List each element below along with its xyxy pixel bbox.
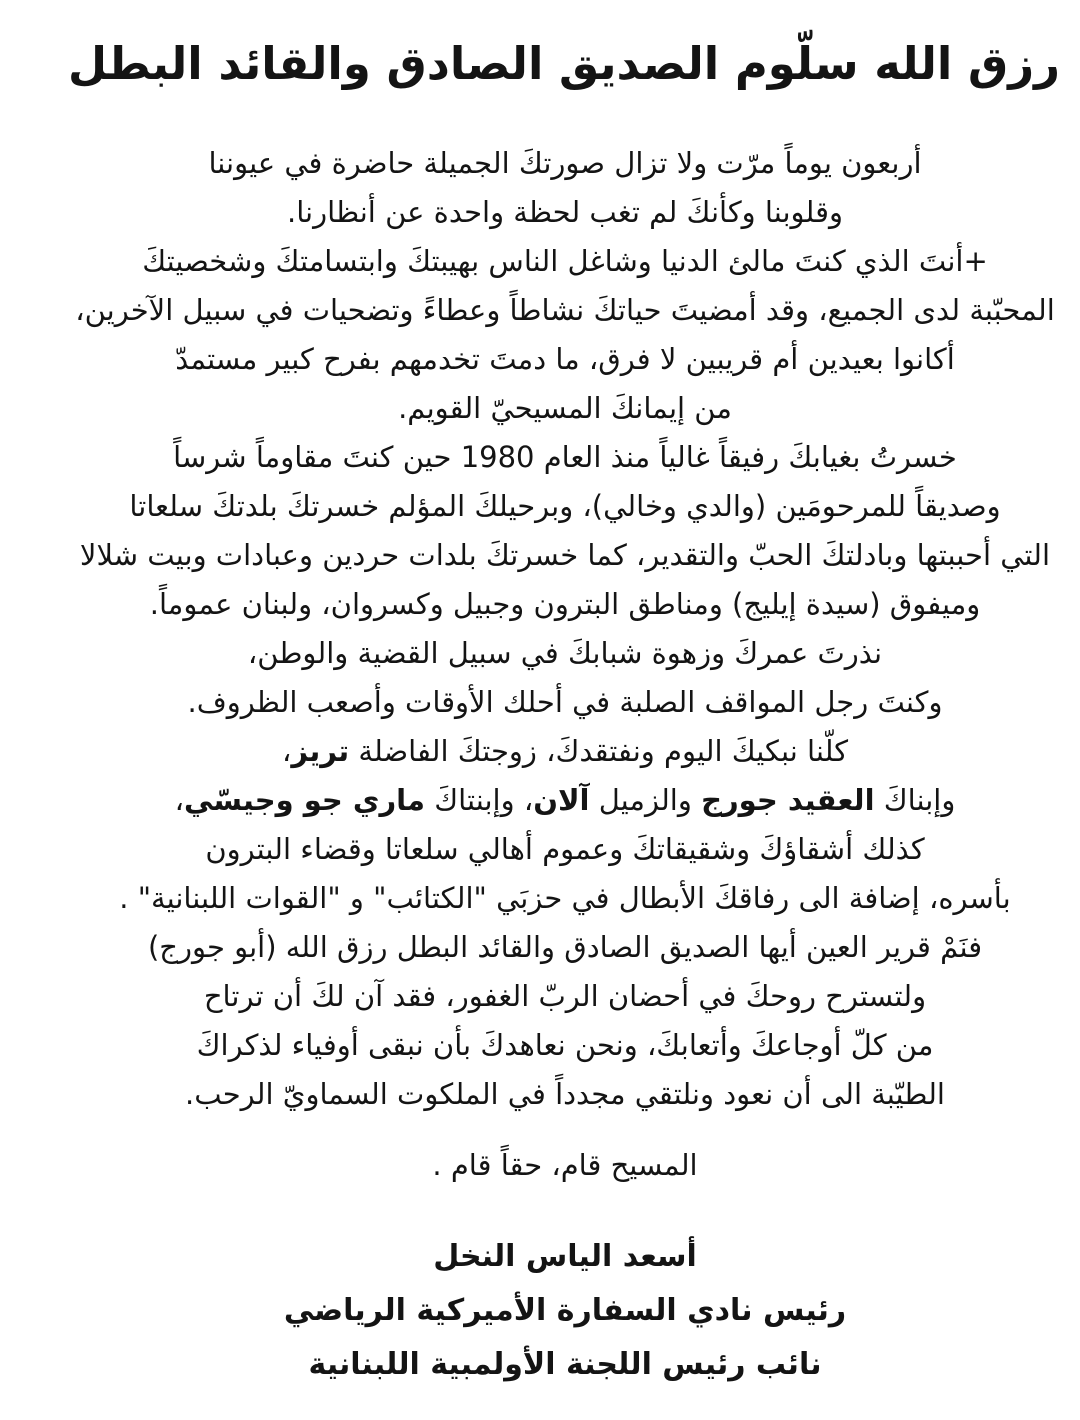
body-line	[70, 482, 1060, 531]
body-line	[70, 727, 1060, 776]
body-line	[70, 286, 1060, 335]
body-line	[70, 825, 1060, 874]
body-line	[70, 433, 1060, 482]
line-text: ،	[281, 733, 292, 768]
line-text: بأسره، إضافة الى رفاقكَ الأبطال في حزبَي "الكتائب" و "القوات اللبنانية" .	[119, 880, 1011, 915]
line-text: وصديقاً للمرحومَين (والدي وخالي)، وبرحيلكَ المؤلم خسرتكَ بلدتكَ سلعاتا	[129, 488, 1001, 523]
line-text: وكنتَ رجل المواقف الصلبة في أحلك الأوقات وأصعب الظروف.	[187, 684, 943, 719]
line-text: +أنتَ الذي كنتَ مالئ الدنيا وشاغل الناس بهيبتكَ وابتسامتكَ وشخصيتكَ	[142, 243, 988, 278]
bold-name-text: ماري جو وجيسّي	[184, 782, 426, 817]
body-line	[70, 1021, 1060, 1070]
line-text: من إيمانكَ المسيحيّ القويم.	[398, 390, 732, 425]
signature-block	[70, 1230, 1060, 1392]
body-line	[70, 335, 1060, 384]
body-line	[70, 139, 1060, 188]
signature-line: أسعد الياس النخل	[433, 1238, 697, 1274]
line-text: أكانوا بعيدين أم قريبين لا فرق، ما دمتَ تخدمهم بفرح كبير مستمدّ	[175, 341, 955, 376]
line-text: فنَمْ قرير العين أيها الصديق الصادق والقائد البطل رزق الله (أبو جورج)	[147, 929, 983, 964]
line-text: كلّنا نبكيكَ اليوم ونفتقدكَ، زوجتكَ الفاضلة	[349, 733, 849, 768]
body-line	[70, 1070, 1060, 1119]
bold-name-text: العقيد جورج	[701, 782, 875, 817]
body-line	[70, 874, 1060, 923]
line-text: نذرتَ عمركَ وزهوة شبابكَ في سبيل القضية والوطن،	[247, 635, 883, 670]
body-line	[70, 384, 1060, 433]
line-text: والزميل	[589, 782, 702, 817]
bold-name-text: تريز	[291, 733, 350, 768]
bold-name-text: آلان	[533, 782, 590, 817]
line-text: أربعون يوماً مرّت ولا تزال صورتكَ الجميلة حاضرة في عيوننا	[208, 145, 922, 180]
closing-line: المسيح قام، حقاً قام .	[432, 1147, 698, 1182]
line-text: ،	[174, 782, 184, 817]
line-text: خسرتُ بغيابكَ رفيقاً غالياً منذ العام 1980 حين كنتَ مقاوماً شرساً	[173, 439, 957, 474]
signature-line: رئيس نادي السفارة الأميركية الرياضي	[283, 1292, 847, 1328]
line-text: ولتسترح روحكَ في أحضان الربّ الغفور، فقد آن لكَ أن ترتاح	[203, 978, 927, 1013]
line-text: كذلك أشقاؤكَ وشقيقاتكَ وعموم أهالي سلعاتا وقضاء البترون	[205, 831, 925, 866]
signature-line: نائب رئيس اللجنة الأولمبية اللبنانية	[308, 1346, 822, 1382]
line-text: وإبناكَ	[874, 782, 956, 817]
line-text: التي أحببتها وبادلتكَ الحبّ والتقدير، كما خسرتكَ بلدات حردين وعبادات وبيت شلالا	[79, 537, 1051, 572]
line-text: وميفوق (سيدة إيليج) ومناطق البترون وجبيل وكسروان، ولبنان عموماً.	[149, 586, 981, 621]
line-text: ، وإبنتاكَ	[425, 782, 534, 817]
line-text: المحبّبة لدى الجميع، وقد أمضيتَ حياتكَ نشاطاً وعطاءً وتضحيات في سبيل الآخرين،	[75, 292, 1055, 327]
body-line	[70, 531, 1060, 580]
page-title: رزق الله سلّوم الصديق الصادق والقائد البطل	[68, 37, 1060, 90]
body-line	[70, 580, 1060, 629]
line-text: من كلّ أوجاعكَ وأتعابكَ، ونحن نعاهدكَ بأن نبقى أوفياء لذكراكَ	[196, 1027, 934, 1062]
body-text	[70, 139, 1060, 1119]
body-line	[70, 629, 1060, 678]
body-line	[70, 678, 1060, 727]
document-content	[70, 0, 1060, 1392]
body-line	[70, 776, 1060, 825]
body-line	[70, 923, 1060, 972]
body-line	[70, 188, 1060, 237]
line-text: وقلوبنا وكأنكَ لم تغب لحظة واحدة عن أنظارنا.	[286, 194, 844, 229]
line-text: الطيّبة الى أن نعود ونلتقي مجدداً في الملكوت السماويّ الرحب.	[185, 1076, 945, 1111]
body-line	[70, 972, 1060, 1021]
body-line	[70, 237, 1060, 286]
